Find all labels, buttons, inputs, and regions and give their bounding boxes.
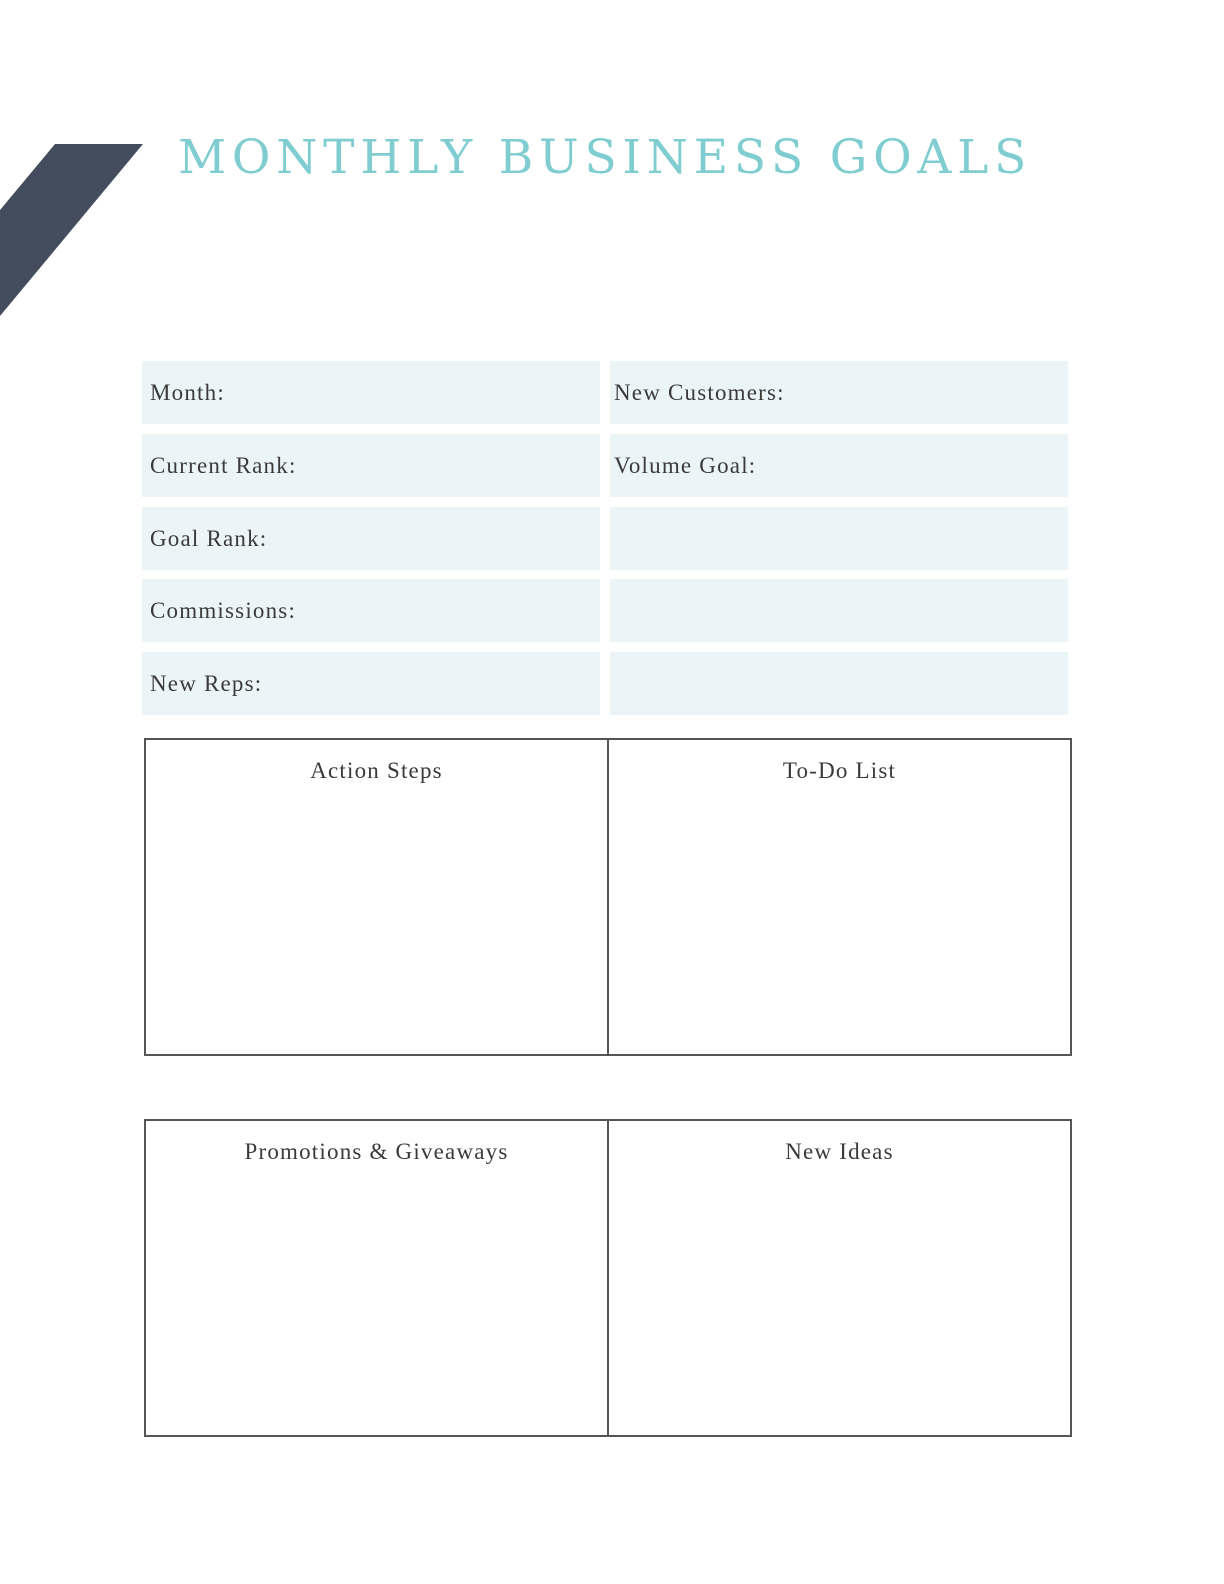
blank-field-1[interactable] (610, 507, 1068, 570)
commissions-field[interactable] (142, 579, 600, 642)
goal-rank-field[interactable] (142, 507, 600, 570)
current-rank-field[interactable] (142, 434, 600, 497)
blank-field-2[interactable] (610, 579, 1068, 642)
new-reps-field[interactable] (142, 652, 600, 715)
todo-list-panel[interactable] (607, 740, 1070, 1054)
new-customers-field[interactable] (610, 361, 1068, 424)
blank-field-3[interactable] (610, 652, 1068, 715)
current-rank-label: Current Rank: (150, 452, 297, 478)
action-todo-table (144, 738, 1072, 1056)
month-field[interactable] (142, 361, 600, 424)
new-ideas-panel[interactable] (607, 1121, 1070, 1435)
new-customers-label: New Customers: (614, 379, 785, 405)
action-steps-heading: Action Steps (310, 758, 443, 783)
todo-list-heading: To-Do List (782, 758, 897, 783)
promotions-giveaways-panel[interactable] (146, 1121, 607, 1435)
promotions-giveaways-heading: Promotions & Giveaways (244, 1139, 509, 1164)
volume-goal-label: Volume Goal: (614, 452, 757, 478)
volume-goal-field[interactable] (610, 434, 1068, 497)
page-title: MONTHLY BUSINESS GOALS (178, 130, 1033, 185)
new-ideas-heading: New Ideas (785, 1139, 894, 1164)
commissions-label: Commissions: (150, 597, 297, 623)
promotions-ideas-table (144, 1119, 1072, 1437)
corner-accent-shape (0, 0, 150, 320)
goal-rank-label: Goal Rank: (150, 525, 268, 551)
action-steps-panel[interactable] (146, 740, 607, 1054)
new-reps-label: New Reps: (150, 670, 263, 696)
month-label: Month: (150, 379, 225, 405)
